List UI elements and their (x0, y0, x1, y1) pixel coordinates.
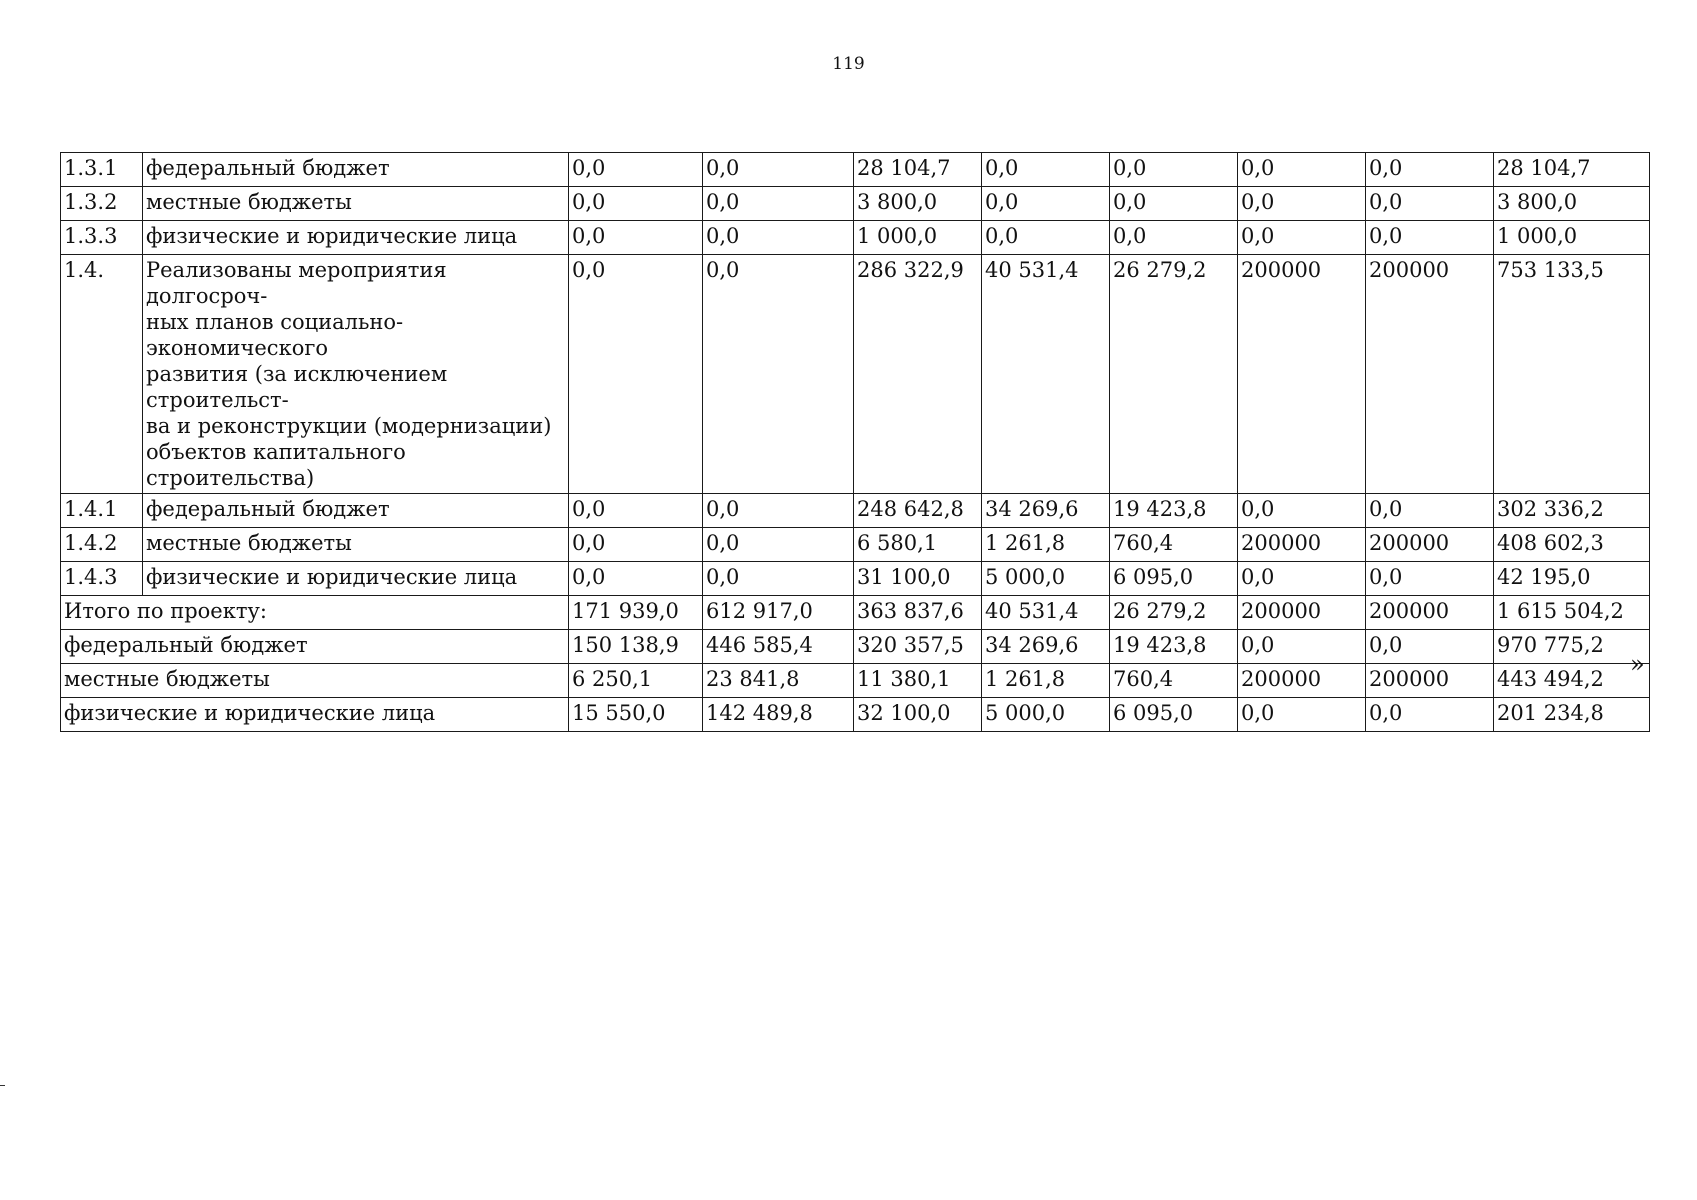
row-code: 1.4.1 (61, 494, 143, 528)
value-cell: 0,0 (569, 187, 703, 221)
budget-table (60, 152, 1650, 732)
page-number: 119 (832, 54, 865, 74)
row-name: физические и юридические лица (143, 221, 569, 255)
value-cell: 171 939,0 (569, 596, 703, 630)
value-cell: 0,0 (1238, 494, 1366, 528)
table-row (61, 153, 1650, 187)
total-label: местные бюджеты (61, 664, 569, 698)
value-cell: 0,0 (703, 255, 854, 494)
value-cell: 0,0 (569, 255, 703, 494)
row-name: федеральный бюджет (143, 153, 569, 187)
value-cell: 5 000,0 (982, 698, 1110, 732)
value-cell: 0,0 (569, 528, 703, 562)
margin-tick (0, 1085, 5, 1086)
value-cell: 0,0 (703, 153, 854, 187)
value-cell: 612 917,0 (703, 596, 854, 630)
row-name: федеральный бюджет (143, 494, 569, 528)
value-cell: 0,0 (982, 187, 1110, 221)
value-cell: 0,0 (1366, 630, 1494, 664)
value-cell: 0,0 (1238, 562, 1366, 596)
total-row (61, 698, 1650, 732)
value-cell: 248 642,8 (854, 494, 982, 528)
value-cell: 5 000,0 (982, 562, 1110, 596)
value-cell: 753 133,5 (1494, 255, 1650, 494)
row-name: физические и юридические лица (143, 562, 569, 596)
value-cell: 0,0 (1366, 153, 1494, 187)
value-cell: 31 100,0 (854, 562, 982, 596)
value-cell: 26 279,2 (1110, 255, 1238, 494)
table-body (61, 153, 1650, 732)
value-cell: 200000 (1238, 596, 1366, 630)
table-row (61, 187, 1650, 221)
value-cell: 443 494,2 (1494, 664, 1650, 698)
value-cell: 6 580,1 (854, 528, 982, 562)
value-cell: 28 104,7 (1494, 153, 1650, 187)
value-cell: 1 615 504,2 (1494, 596, 1650, 630)
total-label: федеральный бюджет (61, 630, 569, 664)
value-cell: 760,4 (1110, 664, 1238, 698)
value-cell: 0,0 (1366, 187, 1494, 221)
value-cell: 32 100,0 (854, 698, 982, 732)
value-cell: 286 322,9 (854, 255, 982, 494)
row-name: местные бюджеты (143, 528, 569, 562)
value-cell: 3 800,0 (1494, 187, 1650, 221)
value-cell: 0,0 (1238, 698, 1366, 732)
value-cell: 970 775,2 (1494, 630, 1650, 664)
row-code: 1.3.3 (61, 221, 143, 255)
value-cell: 0,0 (982, 153, 1110, 187)
table-row (61, 562, 1650, 596)
value-cell: 0,0 (1110, 153, 1238, 187)
value-cell: 200000 (1366, 596, 1494, 630)
value-cell: 0,0 (1366, 562, 1494, 596)
value-cell: 26 279,2 (1110, 596, 1238, 630)
total-row (61, 596, 1650, 630)
value-cell: 34 269,6 (982, 494, 1110, 528)
value-cell: 19 423,8 (1110, 630, 1238, 664)
value-cell: 6 250,1 (569, 664, 703, 698)
value-cell: 28 104,7 (854, 153, 982, 187)
value-cell: 1 261,8 (982, 664, 1110, 698)
value-cell: 0,0 (1238, 153, 1366, 187)
total-label: Итого по проекту: (61, 596, 569, 630)
value-cell: 1 261,8 (982, 528, 1110, 562)
table-row (61, 494, 1650, 528)
value-cell: 0,0 (1110, 221, 1238, 255)
value-cell: 302 336,2 (1494, 494, 1650, 528)
value-cell: 6 095,0 (1110, 562, 1238, 596)
value-cell: 0,0 (569, 221, 703, 255)
closing-quote: » (1630, 650, 1645, 678)
value-cell: 0,0 (569, 153, 703, 187)
table-row (61, 528, 1650, 562)
row-code: 1.4.3 (61, 562, 143, 596)
table-row (61, 221, 1650, 255)
value-cell: 0,0 (1366, 221, 1494, 255)
value-cell: 6 095,0 (1110, 698, 1238, 732)
value-cell: 1 000,0 (1494, 221, 1650, 255)
value-cell: 3 800,0 (854, 187, 982, 221)
row-name: Реализованы мероприятия долгосроч- ных планов социально-экономического развития (за исключением строительст- ва и реконструкции (модернизации) объектов капитального строительства) (143, 255, 569, 494)
value-cell: 0,0 (1110, 187, 1238, 221)
total-label: физические и юридические лица (61, 698, 569, 732)
value-cell: 0,0 (569, 562, 703, 596)
row-code: 1.3.1 (61, 153, 143, 187)
row-name: местные бюджеты (143, 187, 569, 221)
value-cell: 40 531,4 (982, 255, 1110, 494)
value-cell: 0,0 (1238, 630, 1366, 664)
value-cell: 1 000,0 (854, 221, 982, 255)
row-code: 1.4.2 (61, 528, 143, 562)
value-cell: 760,4 (1110, 528, 1238, 562)
value-cell: 200000 (1238, 664, 1366, 698)
value-cell: 200000 (1366, 528, 1494, 562)
value-cell: 363 837,6 (854, 596, 982, 630)
table-row (61, 255, 1650, 494)
value-cell: 0,0 (703, 187, 854, 221)
value-cell: 200000 (1238, 255, 1366, 494)
value-cell: 142 489,8 (703, 698, 854, 732)
value-cell: 0,0 (1366, 698, 1494, 732)
value-cell: 0,0 (703, 494, 854, 528)
value-cell: 19 423,8 (1110, 494, 1238, 528)
value-cell: 15 550,0 (569, 698, 703, 732)
value-cell: 320 357,5 (854, 630, 982, 664)
value-cell: 0,0 (569, 494, 703, 528)
value-cell: 11 380,1 (854, 664, 982, 698)
value-cell: 34 269,6 (982, 630, 1110, 664)
value-cell: 0,0 (703, 528, 854, 562)
value-cell: 0,0 (1238, 221, 1366, 255)
value-cell: 0,0 (703, 221, 854, 255)
value-cell: 201 234,8 (1494, 698, 1650, 732)
value-cell: 150 138,9 (569, 630, 703, 664)
value-cell: 408 602,3 (1494, 528, 1650, 562)
value-cell: 446 585,4 (703, 630, 854, 664)
value-cell: 200000 (1366, 664, 1494, 698)
value-cell: 23 841,8 (703, 664, 854, 698)
value-cell: 0,0 (703, 562, 854, 596)
row-code: 1.4. (61, 255, 143, 494)
value-cell: 0,0 (1366, 494, 1494, 528)
row-code: 1.3.2 (61, 187, 143, 221)
value-cell: 200000 (1366, 255, 1494, 494)
value-cell: 200000 (1238, 528, 1366, 562)
value-cell: 0,0 (1238, 187, 1366, 221)
value-cell: 40 531,4 (982, 596, 1110, 630)
value-cell: 42 195,0 (1494, 562, 1650, 596)
total-row (61, 664, 1650, 698)
value-cell: 0,0 (982, 221, 1110, 255)
total-row (61, 630, 1650, 664)
